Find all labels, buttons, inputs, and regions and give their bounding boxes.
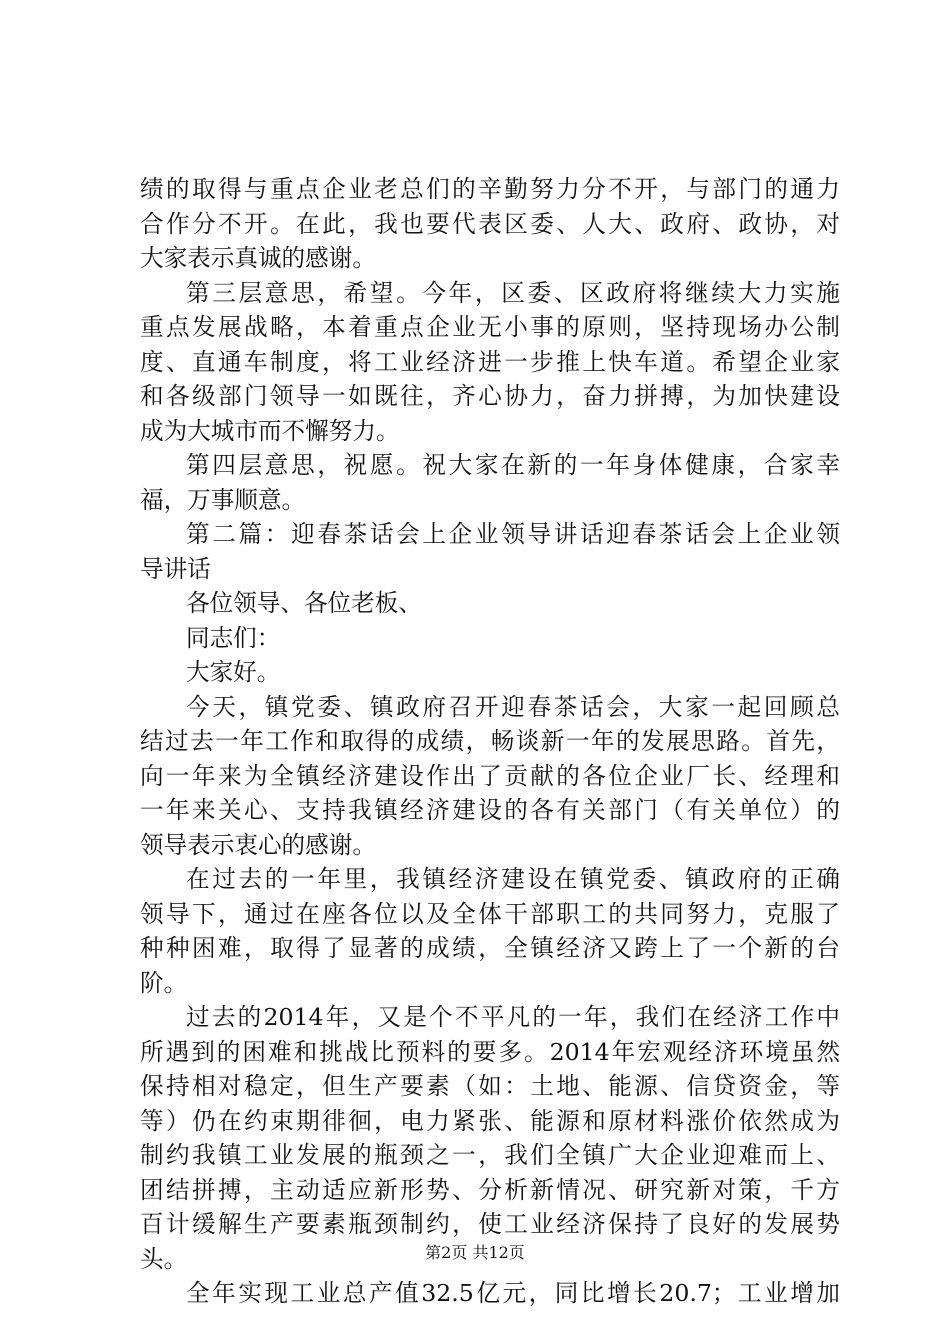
text-line: 百计缓解生产要素瓶颈制约，使工业经济保持了良好的发展势 — [140, 1210, 840, 1238]
body-text — [140, 172, 840, 1311]
page-number-footer: 第2页 共12页 — [425, 1243, 525, 1262]
section-heading: 导讲话 — [140, 554, 211, 583]
text-line: 所遇到的困难和挑战比预料的要多。2014年宏观经济环境虽然 — [140, 1037, 840, 1066]
text-line: 在过去的一年里，我镇经济建设在镇党委、镇政府的正确 — [186, 865, 840, 893]
text-line: 制约我镇工业发展的瓶颈之一，我们全镇广大企业迎难而上、 — [140, 1141, 840, 1169]
salutation-line: 各位领导、各位老板、 — [186, 589, 422, 617]
text-line: 成为大城市而不懈努力。 — [140, 416, 400, 445]
text-line: 重点发展战略，本着重点企业无小事的原则，坚持现场办公制 — [140, 313, 840, 341]
text-line: 领导表示衷心的感谢。 — [140, 830, 376, 859]
greeting-line: 大家好。 — [186, 658, 281, 686]
text-line: 度、直通车制度，将工业经济进一步推上快车道。希望企业家 — [140, 347, 840, 376]
text-line: 全年实现工业总产值32.5亿元，同比增长20.7；工业增加 — [186, 1279, 840, 1307]
text-line: 领导下，通过在座各位以及全体干部职工的共同努力，克服了 — [140, 899, 840, 928]
text-line: 过去的2014年，又是个不平凡的一年，我们在经济工作中 — [186, 1003, 840, 1031]
text-line: 和各级部门领导一如既往，齐心协力，奋力拼搏，为加快建设 — [140, 382, 840, 410]
section-heading: 第二篇：迎春茶话会上企业领导讲话迎春茶话会上企业领 — [186, 520, 840, 548]
text-line: 团结拼搏，主动适应新形势、分析新情况、研究新对策，千方 — [140, 1175, 840, 1204]
text-line: 保持相对稳定，但生产要素（如：土地、能源、信贷资金，等 — [140, 1072, 840, 1100]
text-line: 福，万事顺意。 — [140, 485, 306, 514]
text-line: 向一年来为全镇经济建设作出了贡献的各位企业厂长、经理和 — [140, 761, 840, 790]
text-line: 绩的取得与重点企业老总们的辛勤努力分不开，与部门的通力 — [140, 175, 840, 203]
text-line: 一年来关心、支持我镇经济建设的各有关部门（有关单位）的 — [140, 796, 840, 824]
text-line: 种种困难，取得了显著的成绩，全镇经济又跨上了一个新的台 — [140, 934, 840, 962]
salutation-line: 同志们： — [186, 623, 281, 652]
text-line: 等）仍在约束期徘徊，电力紧张、能源和原材料涨价依然成为 — [140, 1106, 840, 1135]
text-line: 合作分不开。在此，我也要代表区委、人大、政府、政协，对 — [140, 209, 840, 238]
text-line: 第四层意思，祝愿。祝大家在新的一年身体健康，合家幸 — [186, 451, 840, 479]
text-line: 第三层意思，希望。今年，区委、区政府将继续大力实施 — [186, 278, 840, 307]
text-line: 头。 — [140, 1244, 188, 1273]
text-line: 阶。 — [140, 968, 188, 997]
text-line: 大家表示真诚的感谢。 — [140, 244, 376, 272]
text-line: 今天，镇党委、镇政府召开迎春茶话会，大家一起回顾总 — [186, 692, 840, 721]
text-line: 结过去一年工作和取得的成绩，畅谈新一年的发展思路。首先， — [140, 727, 840, 755]
